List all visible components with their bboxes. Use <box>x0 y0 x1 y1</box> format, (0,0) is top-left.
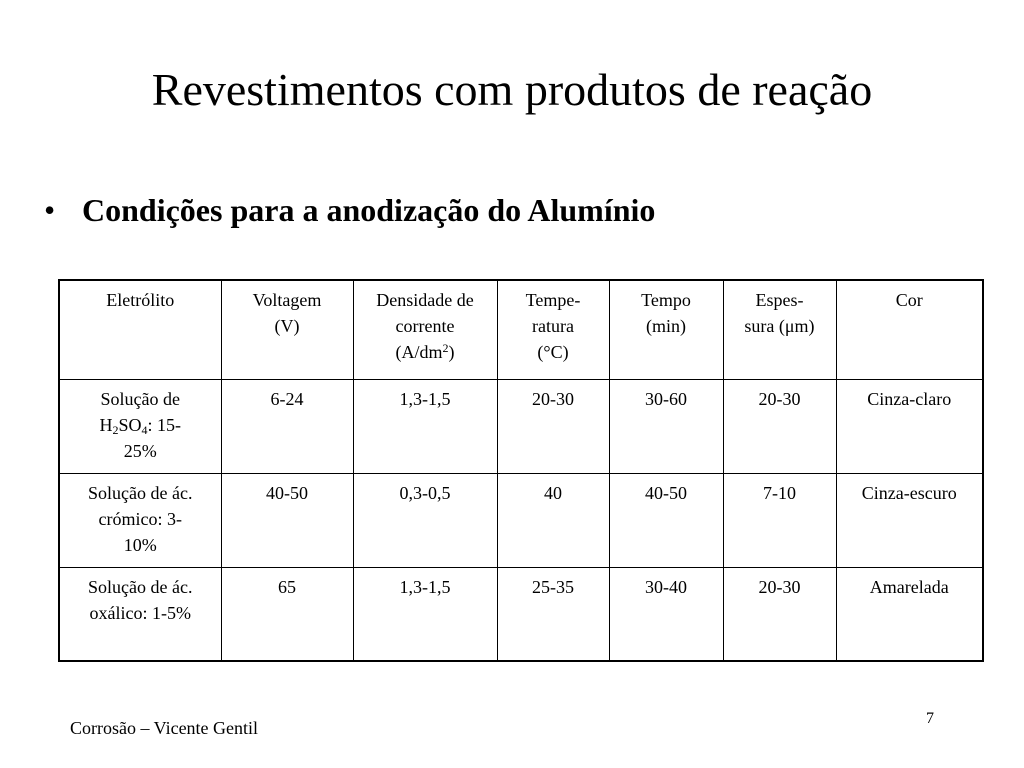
cell-temperature: 25-35 <box>497 567 609 661</box>
cell-color: Cinza-claro <box>836 379 983 473</box>
cell-voltage: 40-50 <box>221 473 353 567</box>
cell-voltage: 6-24 <box>221 379 353 473</box>
table-row <box>59 379 983 473</box>
cell-current-density: 0,3-0,5 <box>353 473 497 567</box>
cell-thickness: 20-30 <box>723 379 836 473</box>
table-header-row <box>59 280 983 379</box>
table-row <box>59 473 983 567</box>
header-voltage: Voltagem (V) <box>221 280 353 379</box>
cell-electrolyte: Solução de $H_2SO_4$: 15- 25% <box>59 379 221 473</box>
cell-thickness: 20-30 <box>723 567 836 661</box>
header-time: Tempo (min) <box>609 280 723 379</box>
cell-time: 30-40 <box>609 567 723 661</box>
bullet-text: Condições para a anodização do Alumínio <box>82 192 656 228</box>
cell-voltage: 65 <box>221 567 353 661</box>
cell-current-density: 1,3-1,5 <box>353 567 497 661</box>
table-row <box>59 567 983 661</box>
cell-electrolyte: Solução de ác. oxálico: 1-5% <box>59 567 221 661</box>
anodization-table <box>58 279 984 662</box>
cell-current-density: 1,3-1,5 <box>353 379 497 473</box>
cell-temperature: 40 <box>497 473 609 567</box>
header-thickness: Espes- sura (μm) <box>723 280 836 379</box>
cell-temperature: 20-30 <box>497 379 609 473</box>
cell-time: 40-50 <box>609 473 723 567</box>
page-number: 7 <box>926 710 934 727</box>
cell-thickness: 7-10 <box>723 473 836 567</box>
cell-color: Cinza-escuro <box>836 473 983 567</box>
header-color: Cor <box>836 280 983 379</box>
cell-electrolyte: Solução de ác. crómico: 3- 10% <box>59 473 221 567</box>
cell-time: 30-60 <box>609 379 723 473</box>
footer-credit: Corrosão – Vicente Gentil <box>70 718 259 738</box>
header-electrolyte: Eletrólito <box>59 280 221 379</box>
bullet-item <box>44 188 655 232</box>
bullet-icon: • <box>44 192 56 228</box>
header-temperature: Tempe- ratura (°C) <box>497 280 609 379</box>
slide-title: Revestimentos com produtos de reação <box>151 64 873 115</box>
cell-color: Amarelada <box>836 567 983 661</box>
header-current-density: Densidade de corrente $(A/dm^2)$ <box>353 280 497 379</box>
